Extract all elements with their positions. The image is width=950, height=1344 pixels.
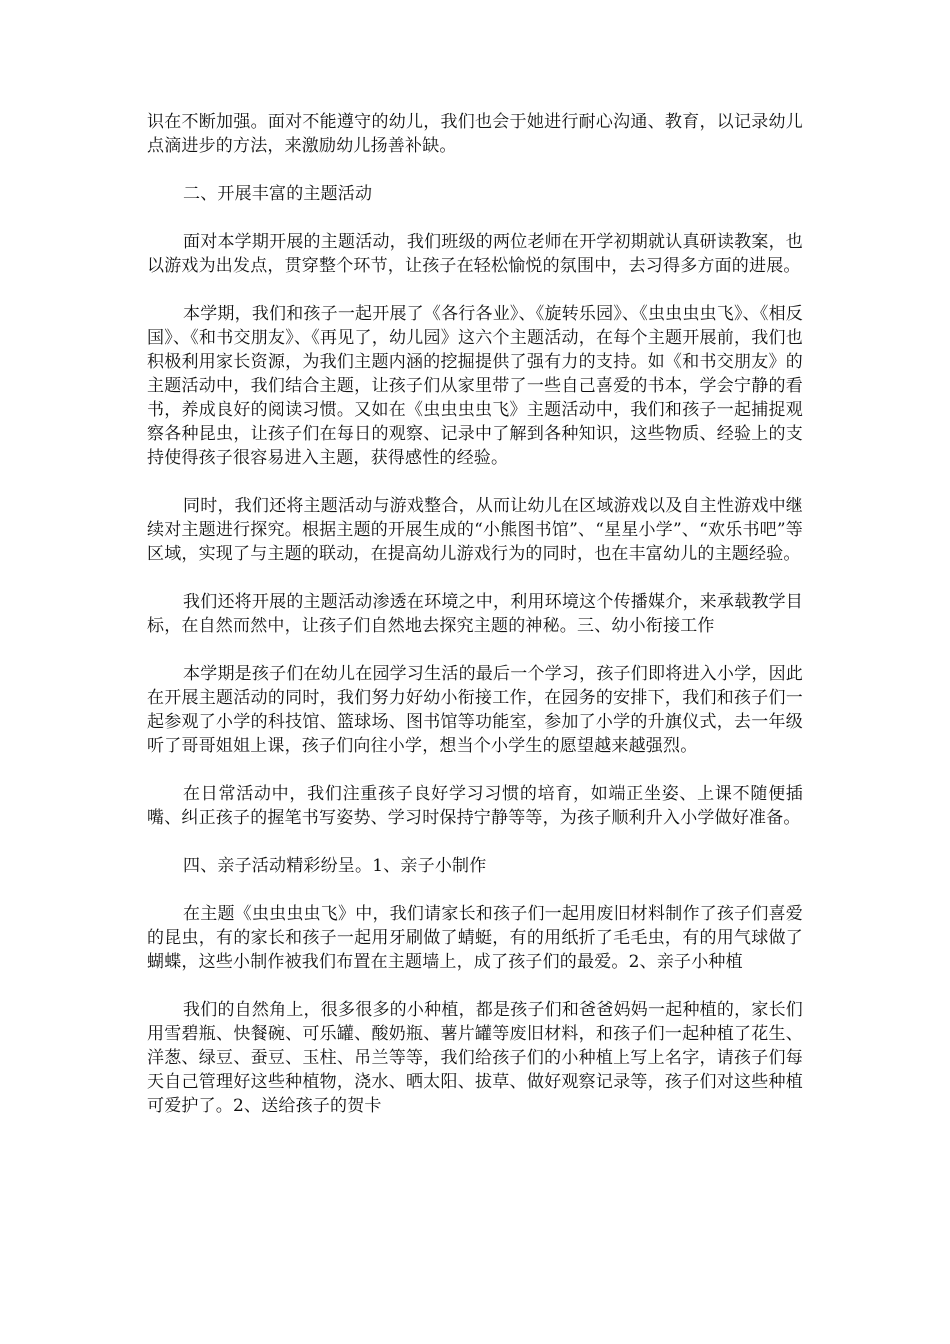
section-heading-themes: 二、开展丰富的主题活动: [183, 184, 373, 204]
document-body: [147, 110, 803, 1142]
paragraph: 面对本学期开展的主题活动，我们班级的两位老师在开学初期就认真研读教案，也以游戏为出发点，贯穿整个环节，让孩子在轻松愉悦的氛围中，去习得多方面的进展。: [147, 232, 803, 276]
paragraph: 在主题《虫虫虫虫飞》中，我们请家长和孩子们一起用废旧材料制作了孩子们喜爱的昆虫，有的家长和孩子一起用牙刷做了蜻蜓，有的用纸折了毛毛虫，有的用气球做了蝴蝶，这些小制作被我们布置在主题墙上，成了孩子们的最爱。2、亲子小种植: [147, 904, 803, 972]
section-heading-parent-child: 四、亲子活动精彩纷呈。1、亲子小制作: [183, 856, 487, 876]
paragraph: 我们还将开展的主题活动渗透在环境之中，利用环境这个传播媒介，来承载教学目标，在自然而然中，让孩子们自然地去探究主题的神秘。三、幼小衔接工作: [147, 592, 803, 636]
paragraph: 本学期是孩子们在幼儿在园学习生活的最后一个学习，孩子们即将进入小学，因此在开展主题活动的同时，我们努力好幼小衔接工作，在园务的安排下，我们和孩子们一起参观了小学的科技馆、篮球场、图书馆等功能室，参加了小学的升旗仪式，去一年级听了哥哥姐姐上课，孩子们向往小学，想当个小学生的愿望越来越强烈。: [147, 664, 803, 756]
paragraph: 同时，我们还将主题活动与游戏整合，从而让幼儿在区域游戏以及自主性游戏中继续对主题进行探究。根据主题的开展生成的“小熊图书馆”、“星星小学”、“欢乐书吧”等区域，实现了与主题的联动，在提高幼儿游戏行为的同时，也在丰富幼儿的主题经验。: [147, 496, 803, 564]
paragraph: 本学期，我们和孩子一起开展了《各行各业》、《旋转乐园》、《虫虫虫虫飞》、《相反国》、《和书交朋友》、《再见了，幼儿园》这六个主题活动，在每个主题开展前，我们也积极利用家长资源，为我们主题内涵的挖掘提供了强有力的支持。如《和书交朋友》的主题活动中，我们结合主题，让孩子们从家里带了一些自己喜爱的书本，学会宁静的看书，养成良好的阅读习惯。又如在《虫虫虫虫飞》主题活动中，我们和孩子一起捕捉观察各种昆虫，让孩子们在每日的观察、记录中了解到各种知识，这些物质、经验上的支持使得孩子很容易进入主题，获得感性的经验。: [147, 304, 803, 468]
paragraph-continuation: 识在不断加强。面对不能遵守的幼儿，我们也会于她进行耐心沟通、教育，以记录幼儿点滴进步的方法，来激励幼儿扬善补缺。: [147, 112, 803, 156]
paragraph: 在日常活动中，我们注重孩子良好学习习惯的培育，如端正坐姿、上课不随便插嘴、纠正孩子的握笔书写姿势、学习时保持宁静等等，为孩子顺利升入小学做好准备。: [147, 784, 803, 828]
paragraph: 我们的自然角上，很多很多的小种植，都是孩子们和爸爸妈妈一起种植的，家长们用雪碧瓶、快餐碗、可乐罐、酸奶瓶、薯片罐等废旧材料，和孩子们一起种植了花生、洋葱、绿豆、蚕豆、玉柱、吊兰等等，我们给孩子们的小种植上写上名字，请孩子们每天自己管理好这些种植物，浇水、晒太阳、拔草、做好观察记录等，孩子们对这些种植可爱护了。2、送给孩子的贺卡: [147, 1000, 803, 1116]
